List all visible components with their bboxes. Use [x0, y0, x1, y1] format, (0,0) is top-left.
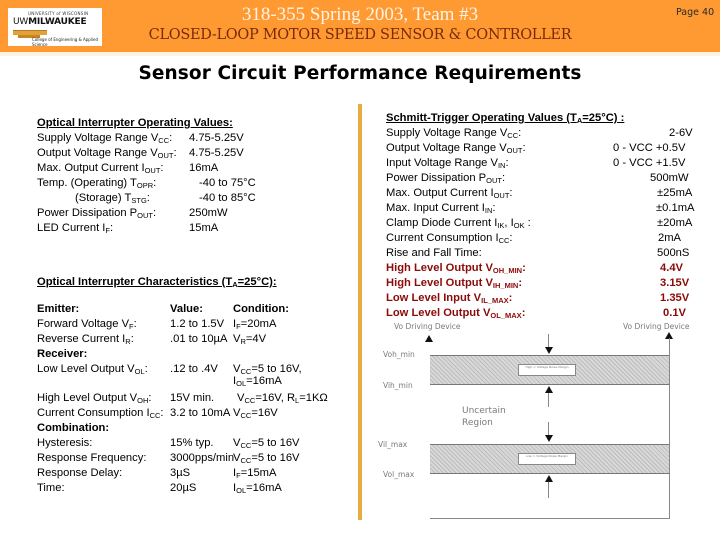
- spec-value: 250mW: [189, 207, 228, 219]
- spec-row: [386, 126, 693, 141]
- label-subscript: IN: [497, 161, 506, 170]
- table-row: [37, 406, 357, 421]
- level-vol-max: Vol_max: [383, 470, 415, 479]
- high-noise-margin-label: High = Voltage Noise Margin: [518, 364, 576, 376]
- param-value: 3.2 to 10mA: [170, 407, 231, 419]
- spec-value: 500nS: [657, 247, 690, 259]
- colon: :: [160, 407, 164, 419]
- label-text: Response Delay:: [37, 467, 123, 479]
- spec-value: 3.15V: [660, 277, 690, 289]
- param-condition: [233, 332, 266, 347]
- bottom-baseline: [430, 518, 670, 519]
- label-subscript: R: [125, 337, 131, 346]
- cond-text: =5 to 16V,: [251, 363, 302, 375]
- label-text: Output Voltage Range V: [37, 147, 158, 159]
- cond-text: V: [233, 363, 241, 375]
- section-heading: Optical Interrupter Characteristics $(T_A=25^\circ C)$:: [37, 276, 277, 289]
- logo-university-line: UNIVERSITY of WISCONSIN: [28, 11, 89, 16]
- cond-subscript: F: [236, 471, 241, 480]
- uncertain-label-2: Region: [462, 418, 493, 428]
- spec-value: -40 to 75°C: [199, 177, 256, 189]
- label-text: LED Current I: [37, 222, 106, 234]
- arrow-line: [548, 482, 549, 498]
- cond-subscript: CC: [240, 441, 252, 450]
- spec-row: [386, 216, 693, 231]
- param-value: 15V min.: [170, 392, 215, 404]
- spec-row: [386, 171, 689, 186]
- col-param: Emitter:: [37, 303, 80, 315]
- label-subscript: F: [129, 322, 134, 331]
- arrow-line: [548, 422, 549, 436]
- label-suffix: :: [153, 177, 157, 189]
- logo-name: UWMILWAUKEE: [13, 17, 87, 27]
- left-axis-label: Vo Driving Device: [394, 322, 461, 331]
- arrow-up-icon: [545, 386, 553, 393]
- param-condition: [233, 317, 276, 332]
- noise-margin-diagram: [370, 310, 720, 540]
- spec-value: ±20mA: [657, 217, 693, 229]
- table-row: [37, 332, 357, 347]
- label-suffix: :: [522, 142, 526, 154]
- characteristics-table: [37, 302, 357, 496]
- spec-value: -40 to 85°C: [199, 192, 256, 204]
- label-subscript: OH: [137, 396, 149, 405]
- highlight-spec-row: [386, 261, 686, 276]
- label-subscript: OL: [134, 367, 145, 376]
- spec-value: 0 - VCC +1.5V: [613, 157, 686, 169]
- spec-label: [386, 231, 513, 246]
- cond-text: I: [233, 375, 237, 387]
- label-text: Power Dissipation P: [37, 207, 138, 219]
- col-value: Value:: [170, 303, 203, 315]
- label-suffix: :: [518, 127, 522, 139]
- cond-text: =16V: [251, 407, 278, 419]
- param-value: 1.2 to 1.5V: [170, 318, 225, 330]
- label-text: Max. Output Current I: [386, 187, 494, 199]
- spec-label: [37, 206, 156, 221]
- label-suffix: :: [160, 162, 164, 174]
- cond-subscript: F: [236, 322, 241, 331]
- spec-label: [386, 126, 521, 141]
- spec-row: [386, 246, 690, 261]
- schmitt-section: [386, 111, 695, 321]
- colon: :: [144, 363, 148, 375]
- label-subscript: STG: [131, 196, 147, 205]
- label-subscript: CC: [498, 236, 510, 245]
- label-suffix: :: [509, 187, 513, 199]
- label-text: Output Voltage Range V: [386, 142, 507, 154]
- label-subscript: OH_MIN: [492, 266, 523, 275]
- param-label: [37, 406, 164, 421]
- page-title: Sensor Circuit Performance Requirements: [138, 63, 582, 84]
- cond-text: I: [233, 482, 237, 494]
- cond-text: =4V: [245, 333, 267, 345]
- spec-label: [386, 141, 526, 156]
- spec-value: ±0.1mA: [656, 202, 695, 214]
- uncertain-label-1: Uncertain: [462, 406, 506, 416]
- label-suffix: :: [524, 217, 531, 229]
- spec-row: [37, 191, 256, 206]
- table-row: [37, 362, 357, 377]
- level-vih-min: Vih_min: [383, 381, 413, 390]
- spec-value: 0.1V: [663, 307, 687, 319]
- arrow-line: [548, 334, 549, 348]
- label-subscript: OUT: [493, 191, 510, 200]
- label-suffix: :: [522, 262, 526, 274]
- label-suffix: :: [521, 307, 526, 319]
- logo-college-line: College of Engineering & Applied Science: [32, 37, 99, 47]
- label-subscript: OUT: [486, 176, 502, 185]
- param-condition: [237, 391, 328, 406]
- spec-value: ±25mA: [657, 187, 693, 199]
- label-subscript: OUT: [144, 166, 161, 175]
- cond-text: =1KΩ: [299, 392, 328, 404]
- param-value: 3µS: [170, 467, 191, 479]
- spec-label: [37, 131, 172, 146]
- colon: :: [133, 318, 137, 330]
- spec-row: [37, 146, 244, 161]
- highlight-spec-row: [386, 291, 690, 306]
- spec-row: [386, 186, 693, 201]
- spec-label: [37, 161, 164, 176]
- arrow-down-icon: [545, 435, 553, 442]
- param-condition: [233, 436, 300, 451]
- label-subscript: OUT: [137, 211, 153, 220]
- cond-text: I: [233, 467, 237, 479]
- arrow-line: [548, 393, 549, 407]
- spec-value: 15mA: [189, 222, 219, 234]
- param-value: .12 to .4V: [170, 363, 218, 375]
- header-underline: [0, 52, 720, 56]
- section-heading: Schmitt-Trigger Operating Values $(T_A=25^\circ C)$ :: [386, 112, 625, 125]
- label-text: Max. Output Current I: [37, 162, 145, 174]
- cond-text: V: [233, 407, 241, 419]
- cond-text: =5 to 16V: [251, 437, 300, 449]
- param-label: [37, 436, 92, 451]
- label-subscript: IH_MIN: [492, 281, 519, 290]
- cond-text: =16mA: [246, 375, 282, 387]
- label-text: Low Level Output V: [386, 307, 491, 319]
- label-text: Hysteresis:: [37, 437, 93, 449]
- spec-label: [37, 146, 177, 161]
- col-condition: Condition:: [233, 303, 289, 315]
- label-text: Current Consumption I: [386, 232, 499, 244]
- table-row: [37, 451, 357, 466]
- spec-row: [37, 131, 244, 146]
- label-text: High Level Output V: [37, 392, 138, 404]
- cond-subscript: R: [240, 337, 246, 346]
- param-condition: [233, 374, 282, 389]
- cond-subscript: CC: [240, 367, 252, 376]
- spec-label: [386, 156, 509, 171]
- param-label: [37, 451, 146, 466]
- table-row-continuation: [37, 377, 357, 391]
- cond-text: =20mA: [240, 318, 277, 330]
- label-suffix: :: [152, 207, 157, 219]
- table-row: [37, 391, 357, 406]
- spec-row: [37, 161, 233, 176]
- label-text: Reverse Current I: [37, 333, 126, 345]
- spec-label: [386, 201, 495, 216]
- label-subscript: IL_MAX: [481, 296, 509, 305]
- param-condition: [233, 481, 282, 496]
- label-subscript: CC: [158, 136, 170, 145]
- param-label: [37, 332, 134, 347]
- cond-text: =5 to 16V: [251, 452, 300, 464]
- param-value: 3000pps/min: [170, 452, 235, 464]
- label-text: High Level Output V: [386, 262, 493, 274]
- spec-row: [386, 141, 686, 156]
- table-header-row: [37, 302, 357, 317]
- spec-label: [386, 171, 505, 186]
- label-subscript: CC: [149, 411, 161, 420]
- spec-value: 4.4V: [660, 262, 684, 274]
- cond-text: V: [233, 333, 241, 345]
- label-text: Max. Input Current I: [386, 202, 485, 214]
- label-suffix: :: [501, 172, 506, 184]
- left-axis-arrow-icon: [425, 335, 433, 342]
- combination-label: Combination:: [37, 422, 110, 434]
- spec-row: [37, 221, 233, 236]
- param-label: [37, 481, 65, 496]
- right-axis-line: [669, 338, 670, 518]
- cond-text: V: [233, 437, 241, 449]
- label-subscript: OPR: [136, 181, 154, 190]
- project-subtitle: CLOSED-LOOP MOTOR SPEED SENSOR & CONTROLLER: [148, 27, 572, 43]
- label-text: High Level Output V: [386, 277, 493, 289]
- arrow-down-icon: [545, 347, 553, 354]
- spec-label: [37, 221, 113, 236]
- cond-subscript: OL: [236, 486, 247, 495]
- label-text: Input Voltage Range V: [386, 157, 498, 169]
- spec-row: [37, 206, 233, 221]
- spec-value: 0 - VCC +0.5V: [613, 142, 686, 154]
- label-text: Rise and Fall Time:: [386, 247, 482, 259]
- cond-text: I: [233, 318, 237, 330]
- label-subscript: F: [105, 226, 110, 235]
- spec-value: 1.35V: [660, 292, 690, 304]
- label-subscript: IN: [484, 206, 493, 215]
- label-text: Supply Voltage Range V: [37, 132, 159, 144]
- colon: :: [130, 333, 134, 345]
- spec-value: 16mA: [189, 162, 219, 174]
- course-title: 318-355 Spring 2003, Team #3: [241, 4, 479, 25]
- spec-value: 4.75-5.25V: [189, 147, 244, 159]
- label-text: (Storage) T: [75, 192, 132, 204]
- optical-characteristics-section: [37, 275, 277, 290]
- cond-subscript: CC: [244, 396, 256, 405]
- label-text: , I: [504, 217, 514, 229]
- spec-label: [75, 191, 150, 206]
- table-row: [37, 317, 357, 332]
- cond-text: V: [237, 392, 245, 404]
- label-text: Current Consumption I: [37, 407, 150, 419]
- param-label: [37, 317, 137, 332]
- spec-value: 500mW: [650, 172, 689, 184]
- label-suffix: :: [146, 192, 150, 204]
- low-noise-margin-label: Low = Voltage Noise Margin: [518, 453, 576, 465]
- param-label: [37, 466, 122, 481]
- cond-text: =16V, R: [255, 392, 296, 404]
- spec-row: [386, 231, 686, 246]
- param-condition: [233, 466, 276, 481]
- param-condition: [233, 406, 278, 421]
- param-value: .01 to 10µA: [170, 333, 228, 345]
- spec-label: [386, 261, 526, 276]
- colon: :: [148, 392, 152, 404]
- param-label: [37, 391, 151, 406]
- spec-row: [386, 156, 686, 171]
- label-subscript: OUT: [157, 151, 174, 160]
- spec-row: [37, 176, 256, 191]
- label-suffix: :: [173, 147, 177, 159]
- column-divider: [358, 104, 362, 520]
- high-noise-margin-band: [430, 355, 669, 385]
- cond-text: =16mA: [246, 482, 282, 494]
- cond-text: V: [233, 452, 241, 464]
- label-subscript: OUT: [506, 146, 523, 155]
- label-suffix: :: [508, 292, 513, 304]
- label-text: Low Level Input V: [386, 292, 482, 304]
- label-text: Time:: [37, 482, 65, 494]
- label-suffix: :: [518, 277, 523, 289]
- spec-label: [386, 216, 531, 231]
- label-subscript: CC: [507, 131, 519, 140]
- spec-label: [386, 276, 522, 291]
- label-subscript: OK: [513, 221, 525, 230]
- spec-label: [37, 176, 156, 191]
- spec-label: [386, 291, 512, 306]
- label-text: Clamp Diode Current I: [386, 217, 498, 229]
- label-suffix: :: [505, 157, 509, 169]
- label-subscript: OL_MAX: [490, 311, 522, 320]
- section-heading: Optical Interrupter Operating Values:: [37, 117, 233, 129]
- cond-subscript: CC: [240, 411, 252, 420]
- spec-label: [386, 246, 482, 261]
- arrow-up-icon: [545, 475, 553, 482]
- level-voh-min: Voh_min: [383, 350, 415, 359]
- param-value: 15% typ.: [170, 437, 214, 449]
- optical-operating-section: [37, 116, 256, 236]
- label-suffix: :: [509, 232, 513, 244]
- label-text: Response Frequency:: [37, 452, 147, 464]
- table-row: [37, 481, 357, 496]
- label-suffix: :: [110, 222, 114, 234]
- param-condition: [233, 451, 300, 466]
- label-subscript: IK: [497, 221, 505, 230]
- cond-subscript: CC: [240, 456, 252, 465]
- label-text: Low Level Output V: [37, 363, 135, 375]
- table-row: [37, 436, 357, 451]
- label-text: Forward Voltage V: [37, 318, 130, 330]
- label-text: Power Dissipation P: [386, 172, 487, 184]
- label-text: Temp. (Operating) T: [37, 177, 137, 189]
- spec-row: [386, 201, 695, 216]
- param-label: [37, 362, 148, 377]
- cond-text: =15mA: [240, 467, 277, 479]
- low-noise-margin-band: [430, 444, 669, 474]
- spec-label: [386, 186, 513, 201]
- highlight-spec-row: [386, 276, 690, 291]
- cond-subscript: OL: [236, 379, 247, 388]
- label-suffix: :: [169, 132, 173, 144]
- cond-subscript: L: [295, 396, 300, 405]
- table-row: [37, 466, 357, 481]
- level-vil-max: Vil_max: [378, 440, 408, 449]
- label-text: Supply Voltage Range V: [386, 127, 508, 139]
- spec-value: 4.75-5.25V: [189, 132, 244, 144]
- spec-value: 2mA: [658, 232, 682, 244]
- page-number: Page 40: [676, 7, 715, 18]
- spec-value: 2-6V: [669, 127, 693, 139]
- param-value: 20µS: [170, 482, 197, 494]
- right-axis-label: Vo Driving Device: [623, 322, 690, 331]
- label-suffix: :: [492, 202, 496, 214]
- receiver-label: Receiver:: [37, 348, 88, 360]
